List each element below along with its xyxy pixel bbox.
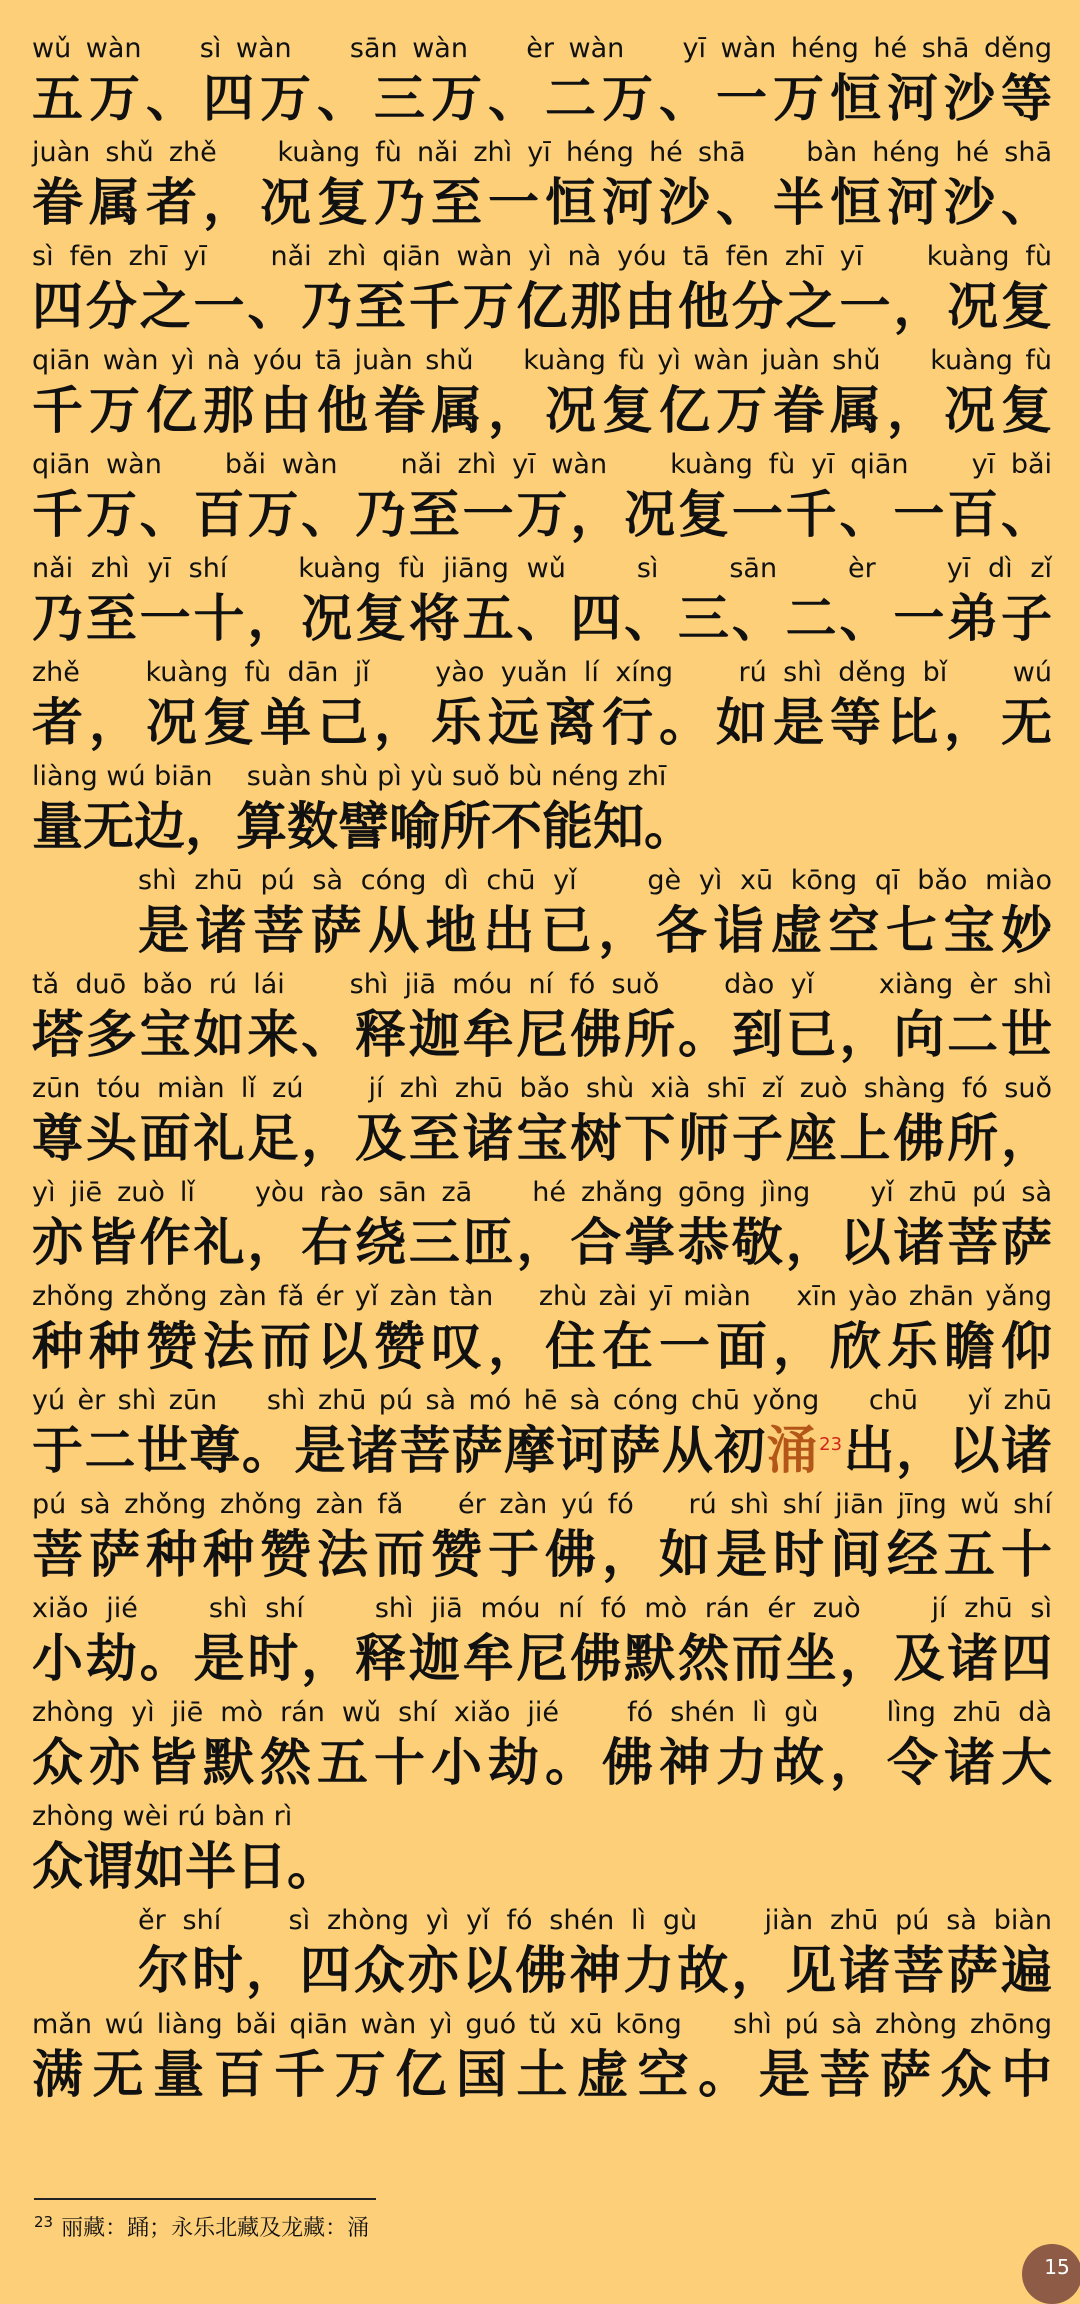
pinyin-line: shì zhū pú sà cóng dì chū yǐ gè yì xū kōng qī bǎo miào — [138, 865, 1052, 896]
pinyin-line: sì fēn zhī yī nǎi zhì qiān wàn yì nà yóu tā fēn zhī yī kuàng fù — [32, 241, 1052, 272]
hanzi-line: 塔多宝如来、释迦牟尼佛所。到已，向二世 — [32, 1006, 1052, 1065]
pinyin-line: mǎn wú liàng bǎi qiān wàn yì guó tǔ xū kōng shì pú sà zhòng zhōng — [32, 2009, 1052, 2040]
pinyin-line: liàng wú biān suàn shù pì yù suǒ bù néng zhī — [32, 761, 667, 792]
pinyin-line: zūn tóu miàn lǐ zú jí zhì zhū bǎo shù xià shī zǐ zuò shàng fó suǒ — [32, 1073, 1052, 1104]
text-line — [32, 1488, 1052, 1592]
page-number: 15 — [1044, 2255, 1070, 2279]
text-line — [138, 864, 1052, 968]
pinyin-line: yì jiē zuò lǐ yòu rào sān zā hé zhǎng gōng jìng yǐ zhū pú sà — [32, 1177, 1052, 1208]
hanzi-line: 乃至一十，况复将五、四、三、二、一弟子 — [32, 590, 1052, 649]
text-line — [32, 1072, 1052, 1176]
text-line — [138, 1904, 1052, 2008]
hanzi-line: 众谓如半日。 — [32, 1838, 339, 1897]
text-line — [32, 760, 1052, 864]
text-line — [32, 1800, 1052, 1904]
footnote — [34, 2212, 369, 2246]
hanzi-line: 亦皆作礼，右绕三匝，合掌恭敬，以诸菩萨 — [32, 1214, 1052, 1273]
hanzi-line: 小劫。是时，释迦牟尼佛默然而坐，及诸四 — [32, 1630, 1052, 1689]
pinyin-line: yú èr shì zūn shì zhū pú sà mó hē sà cóng chū yǒng chū yǐ zhū — [32, 1385, 1052, 1416]
text-line — [32, 656, 1052, 760]
pinyin-line: nǎi zhì yī shí kuàng fù jiāng wǔ sì sān èr yī dì zǐ — [32, 553, 1052, 584]
text-line — [32, 1592, 1052, 1696]
text-line — [32, 240, 1052, 344]
hanzi-line: 者，况复单己，乐远离行。如是等比，无 — [32, 694, 1052, 753]
pinyin-line: pú sà zhǒng zhǒng zàn fǎ ér zàn yú fó rú shì shí jiān jīng wǔ shí — [32, 1489, 1052, 1520]
pinyin-line: qiān wàn bǎi wàn nǎi zhì yī wàn kuàng fù yī qiān yī bǎi — [32, 449, 1052, 480]
hanzi-line: 千万亿那由他眷属，况复亿万眷属，况复 — [32, 382, 1052, 441]
pinyin-line: zhě kuàng fù dān jǐ yào yuǎn lí xíng rú shì děng bǐ wú — [32, 657, 1052, 688]
hanzi-line: 尊头面礼足，及至诸宝树下师子座上佛所， — [32, 1110, 1052, 1169]
pinyin-line: zhǒng zhǒng zàn fǎ ér yǐ zàn tàn zhù zài yī miàn xīn yào zhān yǎng — [32, 1281, 1052, 1312]
pinyin-line: juàn shǔ zhě kuàng fù nǎi zhì yī héng hé shā bàn héng hé shā — [32, 137, 1052, 168]
hanzi-line: 眷属者，况复乃至一恒河沙、半恒河沙、 — [32, 174, 1052, 233]
pinyin-line: xiǎo jié shì shí shì jiā móu ní fó mò rán ér zuò jí zhū sì — [32, 1593, 1052, 1624]
footnote-divider — [34, 2198, 376, 2200]
variant-character: 涌 — [766, 1422, 820, 1481]
text-line — [32, 968, 1052, 1072]
hanzi-line: 千万、百万、乃至一万，况复一千、一百、 — [32, 486, 1052, 545]
text-line — [32, 344, 1052, 448]
hanzi-line: 四分之一、乃至千万亿那由他分之一，况复 — [32, 278, 1052, 337]
pinyin-line: ěr shí sì zhòng yì yǐ fó shén lì gù jiàn zhū pú sà biàn — [138, 1905, 1052, 1936]
hanzi-line: 种种赞法而以赞叹，住在一面，欣乐瞻仰 — [32, 1318, 1052, 1377]
text-line — [32, 1280, 1052, 1384]
text-line — [32, 1176, 1052, 1280]
hanzi-line: 满无量百千万亿国土虚空。是菩萨众中 — [32, 2046, 1052, 2105]
pinyin-line: wǔ wàn sì wàn sān wàn èr wàn yī wàn héng hé shā děng — [32, 33, 1052, 64]
hanzi-line: 菩萨种种赞法而赞于佛，如是时间经五十 — [32, 1526, 1052, 1585]
text-line — [32, 2008, 1052, 2112]
text-line — [32, 1384, 1052, 1488]
text-line — [32, 32, 1052, 136]
hanzi-line: 是诸菩萨从地出已，各诣虚空七宝妙 — [138, 902, 1052, 961]
text-line — [32, 136, 1052, 240]
hanzi-line: 尔时，四众亦以佛神力故，见诸菩萨遍 — [138, 1942, 1052, 2001]
pinyin-line: qiān wàn yì nà yóu tā juàn shǔ kuàng fù yì wàn juàn shǔ kuàng fù — [32, 345, 1052, 376]
text-line — [32, 1696, 1052, 1800]
text-line — [32, 552, 1052, 656]
pinyin-line: zhòng wèi rú bàn rì — [32, 1801, 293, 1832]
hanzi-line: 五万、四万、三万、二万、一万恒河沙等 — [32, 70, 1052, 129]
hanzi-line — [32, 1420, 1052, 1484]
footnote-number: 23 — [34, 2212, 54, 2231]
pinyin-line: tǎ duō bǎo rú lái shì jiā móu ní fó suǒ dào yǐ xiàng èr shì — [32, 969, 1052, 1000]
text-line — [32, 448, 1052, 552]
hanzi-line: 众亦皆默然五十小劫。佛神力故，令诸大 — [32, 1734, 1052, 1793]
footnote-text: 丽藏：踊；永乐北藏及龙藏：涌 — [61, 2216, 370, 2241]
pinyin-line: zhòng yì jiē mò rán wǔ shí xiǎo jié fó shén lì gù lìng zhū dà — [32, 1697, 1052, 1728]
hanzi-segment: 于二世尊。是诸菩萨摩诃萨从初 — [32, 1422, 767, 1481]
hanzi-segment: 出，以诸 — [842, 1422, 1052, 1481]
footnote-reference[interactable]: 23 — [819, 1434, 843, 1455]
hanzi-line: 量无边，算数譬喻所不能知。 — [32, 798, 696, 857]
